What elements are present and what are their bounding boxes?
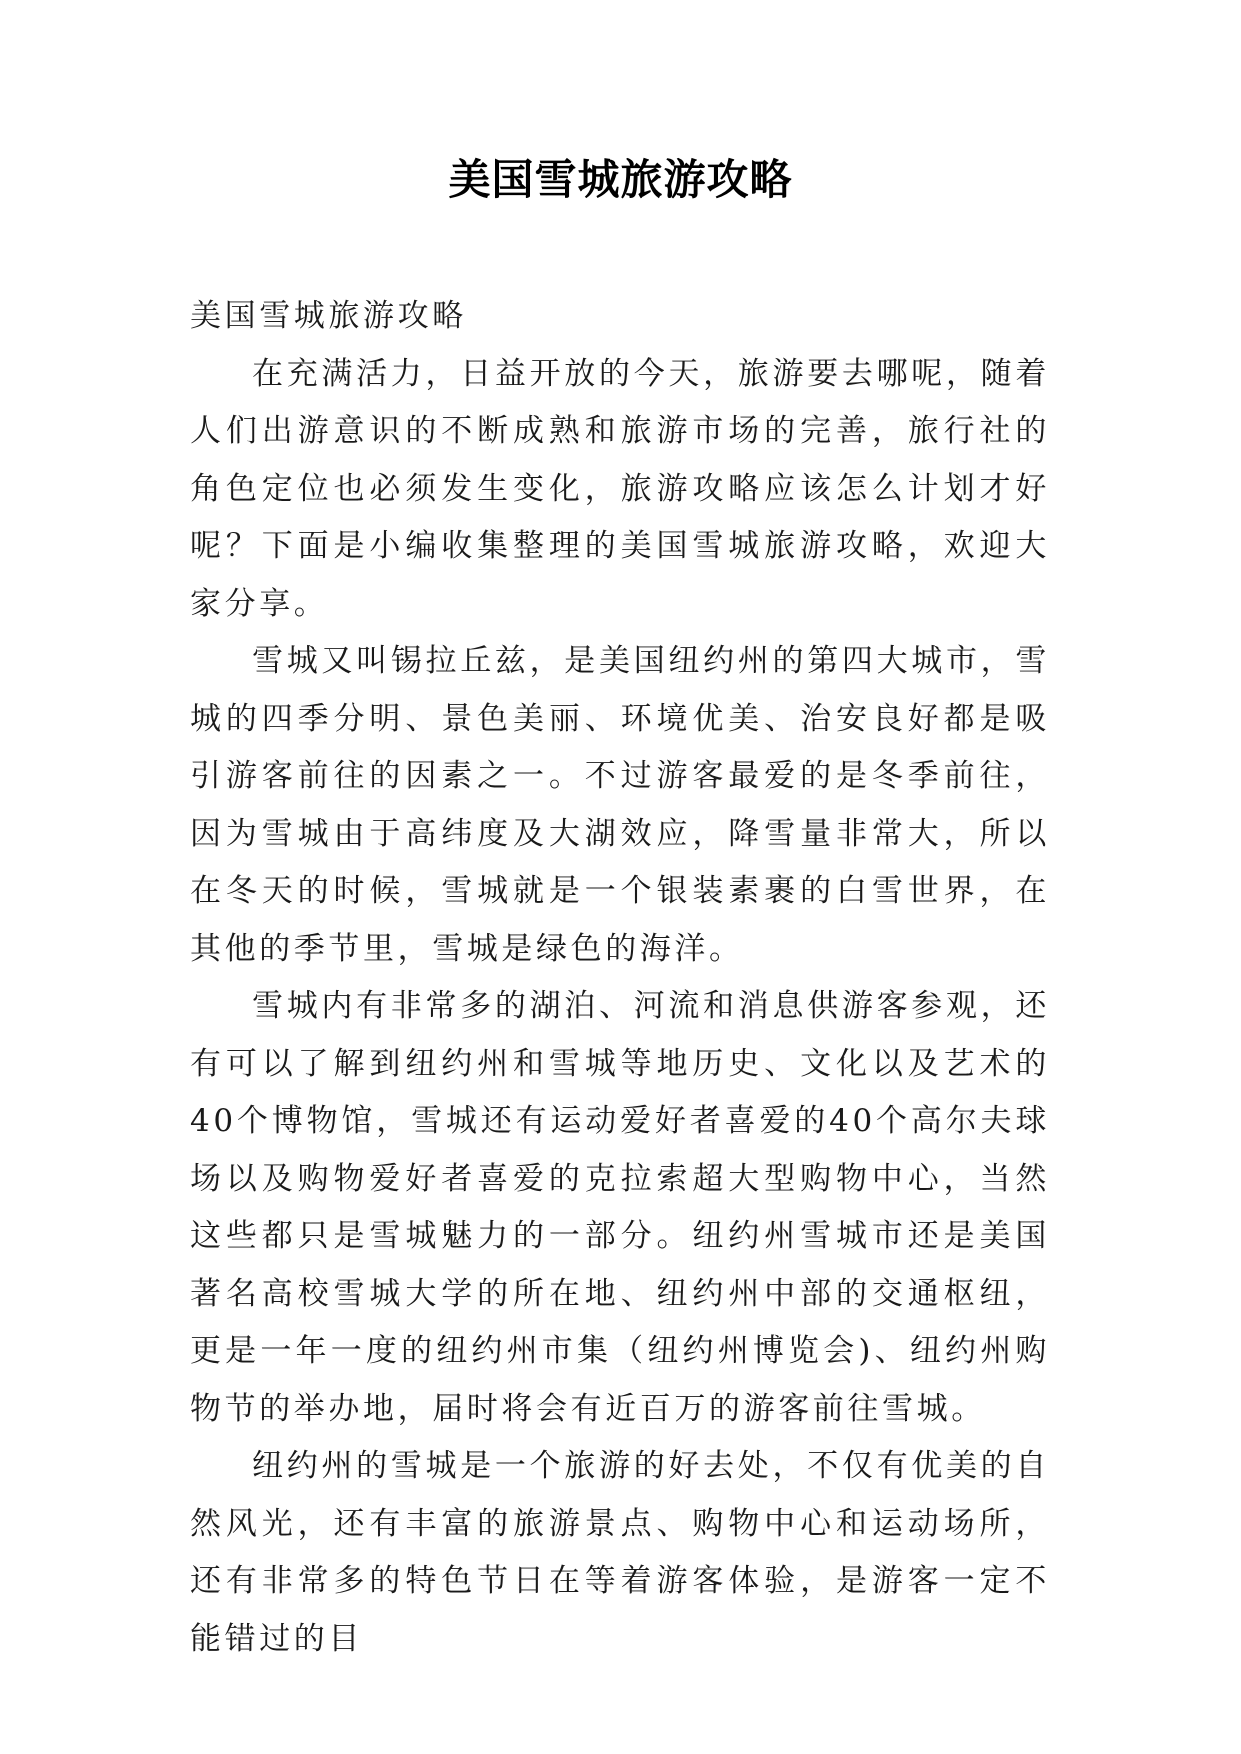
paragraph-intro: 在充满活力，日益开放的今天，旅游要去哪呢，随着人们出游意识的不断成熟和旅游市场的完善，旅行社的角色定位也必须发生变化，旅游攻略应该怎么计划才好呢？下面是小编收集整理的美国雪城旅游攻略，欢迎大家分享。 [190, 355, 1050, 622]
document-body [190, 288, 1050, 1668]
document-title: 美国雪城旅游攻略 [448, 155, 793, 204]
document-subtitle: 美国雪城旅游攻略 [190, 298, 467, 334]
paragraph-summary: 纽约州的雪城是一个旅游的好去处，不仅有优美的自然风光，还有丰富的旅游景点、购物中心和运动场所，还有非常多的特色节日在等着游客体验，是游客一定不能错过的目 [190, 1448, 1050, 1657]
paragraph-city-overview: 雪城又叫锡拉丘兹，是美国纽约州的第四大城市，雪城的四季分明、景色美丽、环境优美、治安良好都是吸引游客前往的因素之一。不过游客最爱的是冬季前往，因为雪城由于高纬度及大湖效应，降雪量非常大，所以在冬天的时候，雪城就是一个银装素裹的白雪世界，在其他的季节里，雪城是绿色的海洋。 [190, 643, 1050, 967]
paragraph-attractions: 雪城内有非常多的湖泊、河流和消息供游客参观，还有可以了解到纽约州和雪城等地历史、文化以及艺术的40个博物馆，雪城还有运动爱好者喜爱的40个高尔夫球场以及购物爱好者喜爱的克拉索超大型购物中心，当然这些都只是雪城魅力的一部分。纽约州雪城市还是美国著名高校雪城大学的所在地、纽约州中部的交通枢纽，更是一年一度的纽约州市集（纽约州博览会)、纽约州购物节的举办地，届时将会有近百万的游客前往雪城。 [190, 988, 1050, 1427]
